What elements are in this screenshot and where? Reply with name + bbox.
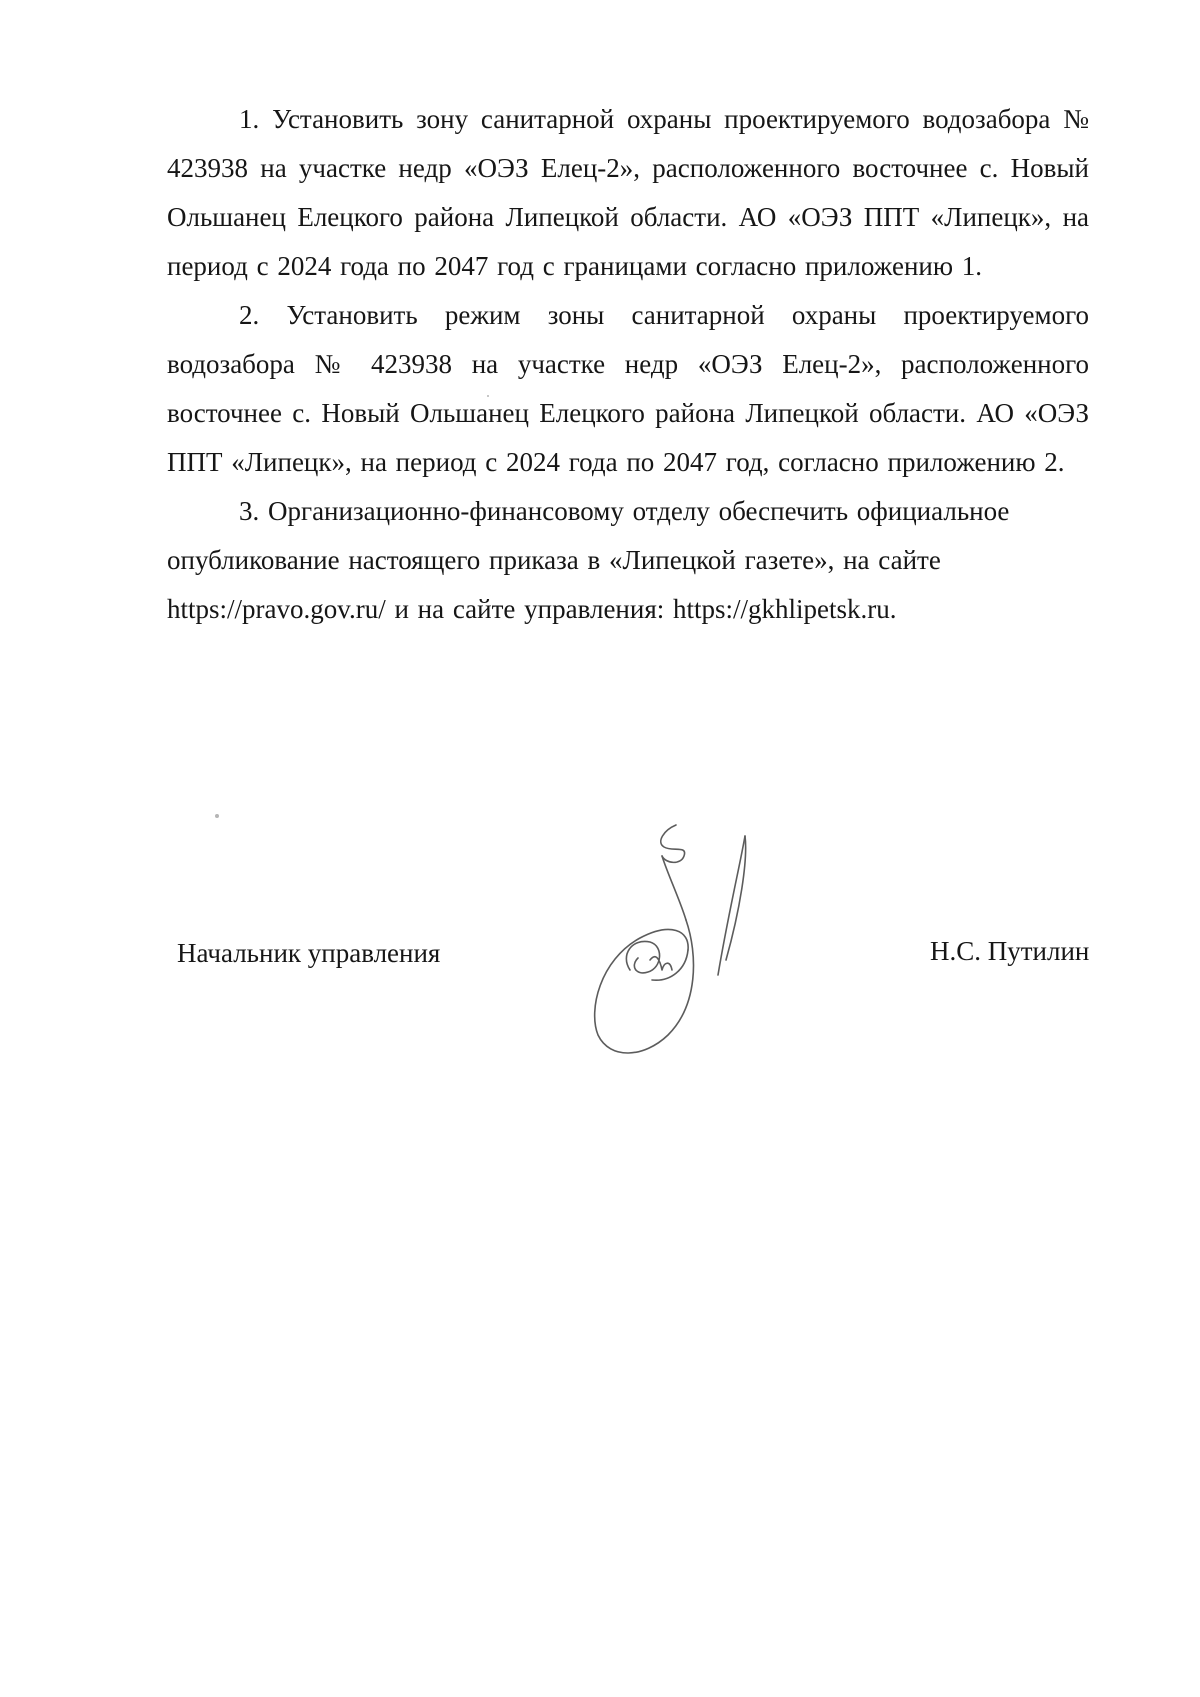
order-item-text: Установить зону санитарной охраны проектируемого водозабора № 423938 на участке недр «ОЭЗ Елец-2», расположенного восточнее с. Новый Ольшанец Елецкого района Липецкой области. АО «ОЭЗ ППТ «Липецк», на период с 2024 года по 2047 год с границами согласно приложению 1. [167, 104, 1090, 281]
order-item-text: Установить режим зоны санитарной охраны проектируемого водозабора № 423938 на участке недр «ОЭЗ Елец-2», расположенного восточнее с. Новый Ольшанец Елецкого района Липецкой области. АО «ОЭЗ ППТ «Липецк», на период с 2024 года по 2047 год, согласно приложению 2. [167, 300, 1089, 477]
order-item-2 [167, 291, 1089, 487]
signer-position: Начальник управления [177, 938, 441, 968]
order-item-number: 1. [239, 104, 260, 134]
order-item-number: 2. [239, 300, 260, 330]
signer-name: Н.С. Путилин [930, 936, 1090, 966]
scan-speck [487, 395, 489, 397]
order-item-number: 3. [239, 496, 260, 526]
order-item-1 [167, 95, 1089, 291]
order-body [167, 95, 1089, 634]
order-item-text: Организационно-финансовому отделу обеспечить официальное опубликование настоящего приказа в «Липецкой газете», на сайте https://pravo.gov.ru/ и на сайте управления: https://gkhlipetsk.ru. [167, 496, 1010, 624]
scan-speck [215, 814, 219, 818]
order-item-3 [167, 487, 1089, 634]
handwritten-signature [590, 820, 820, 1070]
